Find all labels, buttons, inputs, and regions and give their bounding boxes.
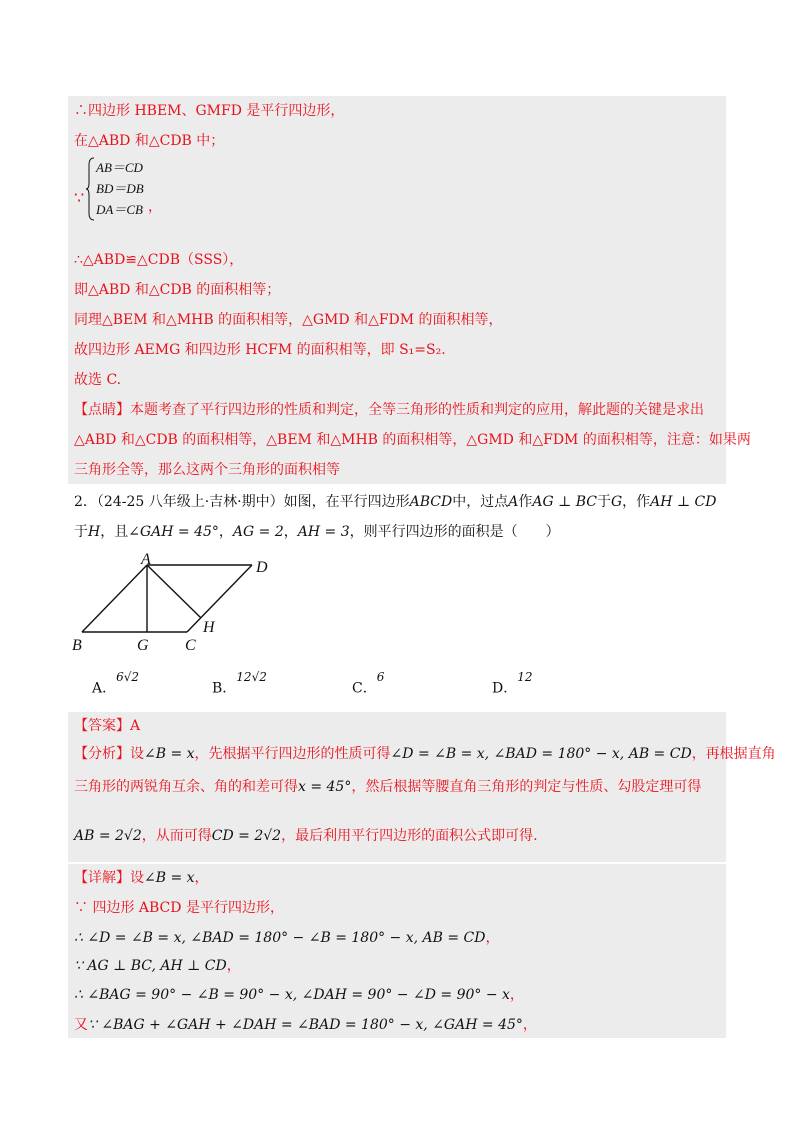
analysis-line-3: AB = 2√2，从而可得CD = 2√2，最后利用平行四边形的面积公式即可得.: [74, 828, 538, 844]
text-line: 即△ABD 和△CDB 的面积相等；: [74, 282, 281, 298]
comment-line: △ABD 和△CDB 的面积相等，△BEM 和△MHB 的面积相等，△GMD 和△FDM 的面积相等，注意：如果两: [74, 432, 751, 448]
label-d: D: [256, 559, 268, 576]
segment-ah: [147, 565, 201, 618]
option-b[interactable]: B．$^{12√2}$: [212, 670, 267, 697]
text-line: 在△ABD 和△CDB 中；: [74, 133, 225, 149]
detail-line-2: ∵ 四边形 ABCD 是平行四边形，: [74, 900, 284, 916]
label-b: B: [72, 637, 82, 654]
option-a[interactable]: A．$^{6√2}$: [92, 670, 140, 697]
analysis-line-2: 三角形的两锐角互余、角的和差可得x = 45°，然后根据等腰直角三角形的判定与性质、勾股定理可得: [74, 779, 702, 795]
parallelogram-figure: [70, 552, 280, 656]
label-h: H: [203, 619, 215, 636]
system-tail: ，: [148, 199, 162, 215]
text-line: 故四边形 AEMG 和四边形 HCFM 的面积相等，即 S₁=S₂.: [74, 342, 446, 358]
option-c[interactable]: C．$^6$: [352, 670, 385, 697]
label-c: C: [185, 637, 196, 654]
system-eq-1: AB＝CD: [96, 160, 143, 175]
text-line: 故选 C.: [74, 372, 122, 388]
system-eq-2: BD＝DB: [96, 181, 144, 196]
question-line-2: 于H，且∠GAH = 45°，AG = 2，AH = 3，则平行四边形的面积是（ ）: [74, 524, 560, 540]
detail-line-5: ∴ ∠BAG = 90° − ∠B = 90° − x, ∠DAH = 90° − ∠D = 90° − x，: [74, 987, 524, 1003]
text-line: 同理△BEM 和△MHB 的面积相等，△GMD 和△FDM 的面积相等，: [74, 312, 503, 328]
answer-line: 【答案】A: [74, 718, 141, 734]
detail-line-3: ∴ ∠D = ∠B = x, ∠BAD = 180° − ∠B = 180° − x, AB = CD，: [74, 930, 500, 946]
analysis-line-1: 【分析】设∠B = x，先根据平行四边形的性质可得∠D = ∠B = x, ∠BAD = 180° − x, AB = CD，再根据直角: [74, 746, 776, 762]
edge-dc: [187, 565, 252, 632]
because-symbol: ∵: [74, 188, 85, 207]
question-line-1: 2．（24-25 八年级上·吉林·期中）如图，在平行四边形ABCD中，过点A作AG ⊥ BC于G，作AH ⊥ CD: [74, 494, 717, 510]
detail-line-1: 【详解】设∠B = x，: [74, 870, 209, 886]
comment-line: 【点睛】本题考查了平行四边形的性质和判定，全等三角形的性质和判定的应用，解此题的关键是求出: [74, 402, 704, 418]
detail-line-4: ∵ AG ⊥ BC, AH ⊥ CD，: [74, 958, 241, 974]
label-a: A: [141, 552, 151, 568]
detail-line-6: 又∵ ∠BAG + ∠GAH + ∠DAH = ∠BAD = 180° − x, ∠GAH = 45°，: [74, 1017, 537, 1033]
comment-line: 三角形全等，那么这两个三角形的面积相等: [74, 462, 340, 478]
brace-icon: [86, 157, 96, 221]
option-d[interactable]: D．$^{12}$: [492, 670, 533, 697]
text-line: ∴四边形 HBEM、GMFD 是平行四边形，: [74, 103, 345, 119]
text-line: ∴△ABD≌△CDB（SSS），: [74, 252, 244, 268]
label-g: G: [137, 637, 149, 654]
detail-block: [68, 864, 726, 1038]
edge-ab: [82, 565, 147, 632]
system-eq-3: DA＝CB: [96, 202, 143, 217]
